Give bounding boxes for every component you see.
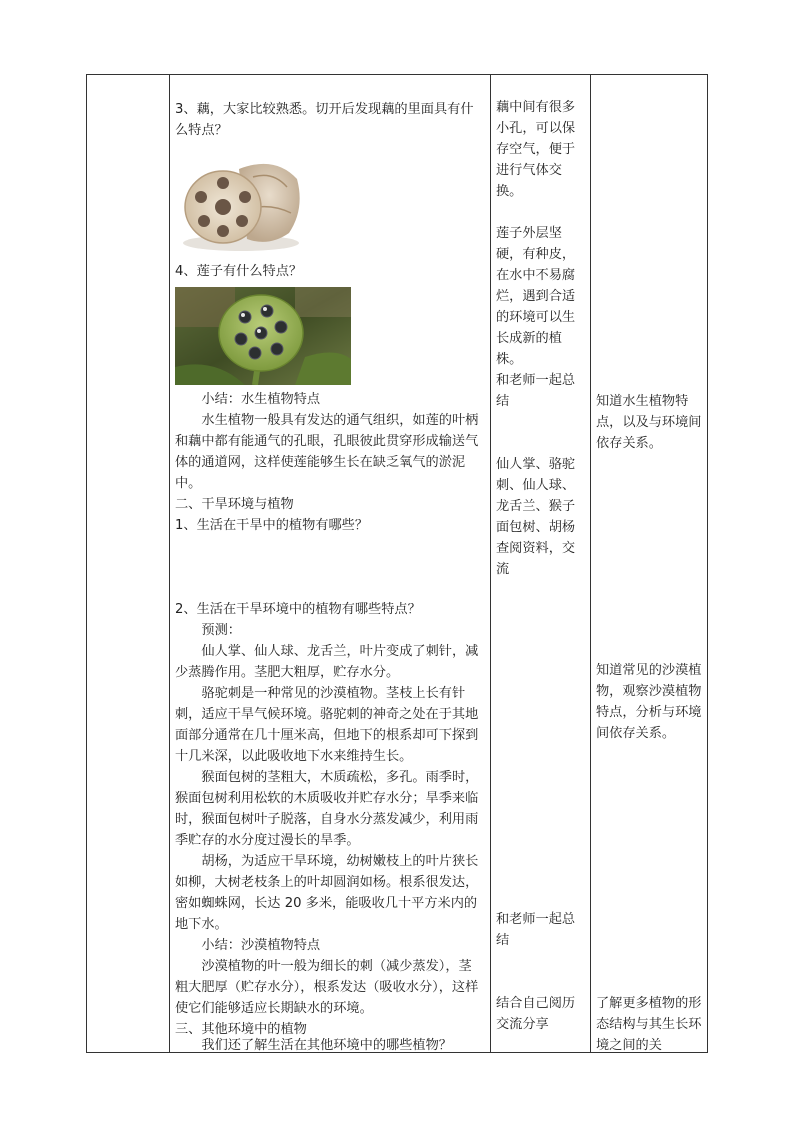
section-other-heading: 三、其他环境中的植物 (175, 1022, 307, 1037)
question-lotus-seed: 4、莲子有什么特点？ (175, 264, 303, 279)
lesson-table (86, 74, 708, 1053)
teaching-content-column (169, 75, 490, 1052)
question-arid-plants: 1、生活在干旱中的植物有哪些？ (175, 518, 369, 533)
paragraph-baobab: 猴面包树的茎粗大，木质疏松，多孔。雨季时，猴面包树利用松软的木质吸收并贮存水分；旱季来临时，猴面包树叶子脱落，自身水分蒸发减少，利用雨季贮存的水分度过漫长的旱季。 (175, 770, 479, 848)
summary-aquatic-body: 水生植物一般具有发达的通气组织，如莲的叶柄和藕中都有能通气的孔眼，孔眼彼此贯穿形成输送气体的通道网，这样使莲能够生长在缺乏氧气的淤泥中。 (175, 413, 479, 491)
stage-column (87, 75, 169, 1052)
activity-summarize-1: 和老师一起总结 (496, 373, 576, 409)
activity-summarize-2: 和老师一起总结 (496, 912, 576, 948)
prediction-label: 预测： (201, 623, 241, 638)
summary-desert-body: 沙漠植物的叶一般为细长的刺（减少蒸发），茎粗大肥厚（贮存水分），根系发达（吸收水分），这样使它们能够适应长期缺水的环境。 (175, 959, 479, 1016)
summary-aquatic-title: 小结：水生植物特点 (201, 392, 321, 407)
question-arid-features: 2、生活在干旱环境中的植物有哪些特点？ (175, 602, 421, 617)
student-activity-column (490, 75, 590, 1052)
goal-other: 了解更多植物的形态结构与其生长环境之间的关 (596, 996, 702, 1053)
answer-arid-plants: 仙人掌、骆驼刺、仙人球、龙舌兰、猴子面包树、胡杨查阅资料，交流 (496, 457, 576, 577)
activity-share: 结合自己阅历交流分享 (496, 996, 576, 1032)
goal-desert: 知道常见的沙漠植物，观察沙漠植物特点，分析与环境间依存关系。 (596, 663, 702, 741)
paragraph-cactus: 仙人掌、仙人球、龙舌兰，叶片变成了刺针，减少蒸腾作用。茎肥大粗厚，贮存水分。 (175, 644, 479, 680)
paragraph-poplar: 胡杨，为适应干旱环境，幼树嫩枝上的叶片狭长如柳，大树老枝条上的叶却圆润如杨。根系很发达，密如蜘蛛网，长达 20 多米，能吸收几十平方米内的地下水。 (175, 854, 479, 932)
section-arid-heading: 二、干旱环境与植物 (175, 497, 294, 512)
goal-aquatic: 知道水生植物特点，以及与环境间依存关系。 (596, 394, 702, 451)
summary-desert-title: 小结：沙漠植物特点 (201, 938, 321, 953)
answer-lotus-root: 藕中间有很多小孔，可以保存空气，便于进行气体交换。 (496, 100, 576, 199)
lotus-root-image (177, 147, 305, 255)
question-other-plants: 我们还了解生活在其他环境中的哪些植物？ (201, 1038, 452, 1053)
lotus-seed-pod-image (175, 287, 351, 385)
question-lotus-root: 3、藕，大家比较熟悉。切开后发现藕的里面具有什么特点？ (175, 102, 474, 138)
answer-lotus-seed: 莲子外层坚硬，有种皮，在水中不易腐烂，遇到合适的环境可以生长成新的植株。 (496, 226, 576, 367)
design-intent-column (590, 75, 709, 1052)
paragraph-camelthorn: 骆驼刺是一种常见的沙漠植物。茎枝上长有针刺，适应干旱气候环境。骆驼刺的神奇之处在于其地面部分通常在几十厘米高，但地下的根系却可下探到十几米深，以此吸收地下水来维持生长。 (175, 686, 479, 764)
